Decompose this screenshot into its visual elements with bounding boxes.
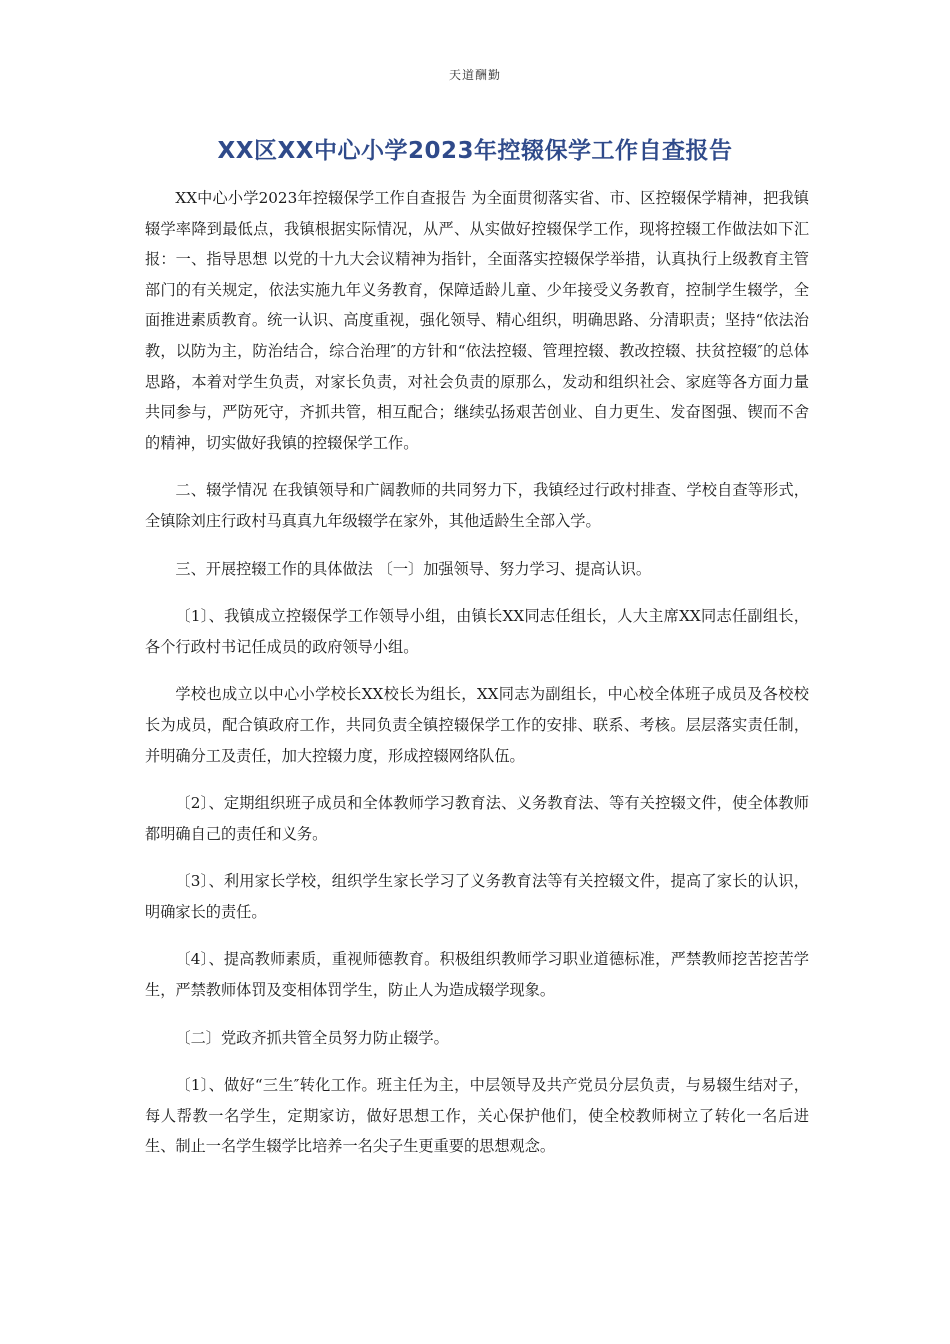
paragraph-measure-4: 〔4〕、提高教师素质，重视师德教育。积极组织教师学习职业道德标准，严禁教师挖苦挖苦学生，严禁教师体罚及变相体罚学生，防止人为造成辍学现象。 <box>145 950 809 1000</box>
document-title: XX区XX中心小学2023年控辍保学工作自查报告 <box>217 138 733 164</box>
paragraph-dropout-status: 二、辍学情况 在我镇领导和广阔教师的共同努力下，我镇经过行政村排查、学校自查等形式，全镇除刘庄行政村马真真九年级辍学在家外，其他适龄生全部入学。 <box>145 481 809 530</box>
paragraph-section-2-heading: 〔二〕党政齐抓共管全员努力防止辍学。 <box>175 1028 449 1047</box>
paragraph-section-2-item-1: 〔1〕、做好“三生″转化工作。班主任为主，中层领导及共产党员分层负责，与易辍生结对子，每人帮教一名学生，定期家访，做好思想工作，关心保护他们，使全校教师树立了转化一名后进生、制止一名学生辍学比培养一名尖子生更重要的思想观念。 <box>145 1076 809 1156</box>
paragraph-measure-1: 〔1〕、我镇成立控辍保学工作领导小组，由镇长XX同志任组长，人大主席XX同志任副组长，各个行政村书记任成员的政府领导小组。 <box>145 607 809 656</box>
paragraph-school-group: 学校也成立以中心小学校长XX校长为组长，XX同志为副组长，中心校全体班子成员及各校校长为成员，配合镇政府工作，共同负责全镇控辍保学工作的安排、联系、考核。层层落实责任制，并明确分工及责任，加大控辍力度，形成控辍网络队伍。 <box>145 685 809 765</box>
paragraph-measure-2: 〔2〕、定期组织班子成员和全体教师学习教育法、义务教育法、等有关控辍文件，使全体教师都明确自己的责任和义务。 <box>145 794 809 843</box>
paragraph-measure-3: 〔3〕、利用家长学校，组织学生家长学习了义务教育法等有关控辍文件，提高了家长的认识，明确家长的责任。 <box>145 872 809 921</box>
page-header: 天道酬勤 <box>448 68 501 82</box>
document-body <box>145 183 809 1179</box>
paragraph-measures-heading: 三、开展控辍工作的具体做法 〔一〕加强领导、努力学习、提高认识。 <box>175 559 652 578</box>
paragraph-intro: XX中心小学2023年控辍保学工作自查报告 为全面贯彻落实省、市、区控辍保学精神，把我镇辍学率降到最低点，我镇根据实际情况，从严、从实做好控辍保学工作，现将控辍工作做法如下汇报：一、指导思想 以党的十九大会议精神为指针，全面落实控辍保学举措，认真执行上级教育主管部门的有关规定，依法实施九年义务教育，保障适龄儿童、少年接受义务教育，控制学生辍学，全面推进素质教育。统一认识、高度重视，强化领导、精心组织，明确思路、分清职责；坚持“依法治教，以防为主，防治结合，综合治理″的方针和“依法控辍、管理控辍、教改控辍、扶贫控辍″的总体思路，本着对学生负责，对家长负责，对社会负责的原那么，发动和组织社会、家庭等各方面力量共同参与，严防死守，齐抓共管，相互配合；继续弘扬艰苦创业、自力更生、发奋图强、锲而不舍的精神，切实做好我镇的控辍保学工作。 <box>145 189 809 452</box>
